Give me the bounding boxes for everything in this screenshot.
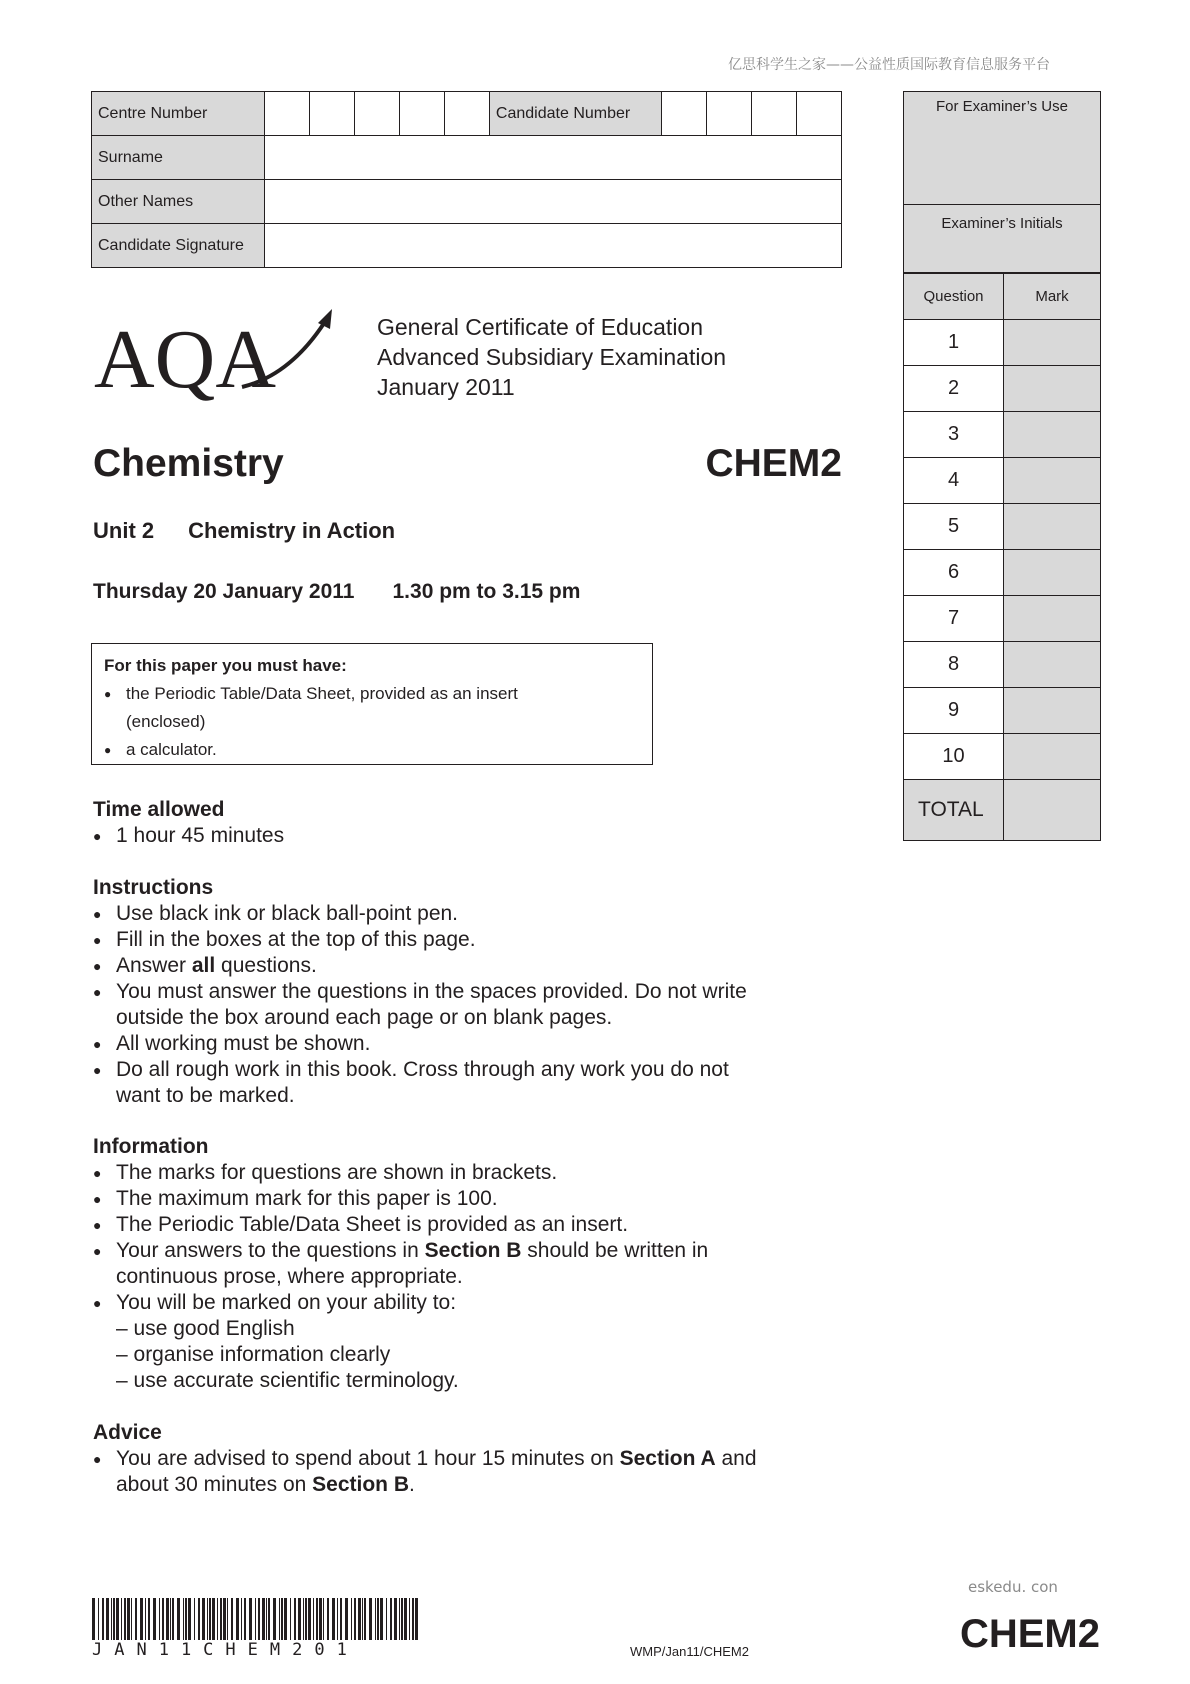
centre-number-box[interactable] <box>400 92 445 136</box>
question-number: 1 <box>904 320 1004 366</box>
question-number: 2 <box>904 366 1004 412</box>
candidate-number-box[interactable] <box>707 92 752 136</box>
mark-cell[interactable] <box>1004 596 1101 642</box>
question-number: 3 <box>904 412 1004 458</box>
list-item: ● You will be marked on your ability to: <box>93 1290 813 1316</box>
list-item: – use accurate scientific terminology. <box>116 1369 459 1392</box>
exam-info-line: January 2011 <box>377 374 515 400</box>
list-item: ● The marks for questions are shown in brackets. <box>93 1160 813 1186</box>
site-watermark: eskedu. con <box>968 1578 1058 1596</box>
mark-cell[interactable] <box>1004 320 1101 366</box>
must-have-heading: For this paper you must have: <box>104 656 347 675</box>
other-names-field[interactable] <box>265 180 842 224</box>
exam-info-line: Advanced Subsidiary Examination <box>377 344 727 370</box>
unit-line <box>93 518 395 544</box>
list-item: ● The Periodic Table/Data Sheet is provided as an insert. <box>93 1212 813 1238</box>
mark-cell[interactable] <box>1004 734 1101 780</box>
list-item: ● a calculator. <box>104 736 640 764</box>
list-item: ● All working must be shown. <box>93 1031 813 1057</box>
list-item: ● Your answers to the questions in Section B should be written in continuous prose, where appropriate. <box>93 1238 813 1290</box>
mark-cell[interactable] <box>1004 504 1101 550</box>
candidate-number-box[interactable] <box>662 92 707 136</box>
list-item: ● The maximum mark for this paper is 100. <box>93 1186 813 1212</box>
question-number: 8 <box>904 642 1004 688</box>
candidate-details-table <box>91 91 842 268</box>
exam-date-line <box>93 580 580 604</box>
list-item: ● the Periodic Table/Data Sheet, provided as an insert (enclosed) <box>104 680 640 736</box>
advice-section <box>93 1420 813 1498</box>
candidate-number-box[interactable] <box>797 92 842 136</box>
footer-paper-code: CHEM2 <box>959 1612 1100 1656</box>
centre-number-box[interactable] <box>265 92 310 136</box>
mark-cell[interactable] <box>1004 688 1101 734</box>
exam-date: Thursday 20 January 2011 <box>93 580 355 603</box>
question-number: 9 <box>904 688 1004 734</box>
centre-number-box[interactable] <box>355 92 400 136</box>
candidate-number-box[interactable] <box>752 92 797 136</box>
question-number: 5 <box>904 504 1004 550</box>
barcode <box>92 1598 422 1645</box>
list-item: ● You are advised to spend about 1 hour 15 minutes on Section A and about 30 minutes on Section B. <box>93 1446 813 1498</box>
list-item: ● Fill in the boxes at the top of this page. <box>93 927 813 953</box>
paper-code: CHEM2 <box>705 442 842 485</box>
subject-title: Chemistry <box>93 442 284 485</box>
total-label: TOTAL <box>904 780 1004 841</box>
instructions-section <box>93 875 813 1109</box>
marks-table <box>903 273 1101 841</box>
list-item: ● Answer all questions. <box>93 953 813 979</box>
surname-field[interactable] <box>265 136 842 180</box>
candidate-number-label: Candidate Number <box>489 92 661 136</box>
signature-label: Candidate Signature <box>92 224 265 268</box>
mark-cell[interactable] <box>1004 412 1101 458</box>
total-mark-cell[interactable] <box>1004 780 1101 841</box>
unit-name: Chemistry in Action <box>188 518 396 543</box>
exam-info-line: General Certificate of Education <box>377 314 704 340</box>
centre-number-label: Centre Number <box>92 92 265 136</box>
aqa-logo-text: AQA <box>94 313 276 405</box>
signature-field[interactable] <box>265 224 842 268</box>
mark-cell[interactable] <box>1004 458 1101 504</box>
information-section <box>93 1134 813 1394</box>
information-heading: Information <box>93 1135 209 1158</box>
question-number: 4 <box>904 458 1004 504</box>
aqa-logo <box>92 305 342 410</box>
surname-label: Surname <box>92 136 265 180</box>
question-number: 7 <box>904 596 1004 642</box>
barcode-text: JAN11CHEM201 <box>92 1640 359 1660</box>
list-item: ● 1 hour 45 minutes <box>93 823 813 849</box>
list-item: ● Use black ink or black ball-point pen. <box>93 901 813 927</box>
list-item: ● You must answer the questions in the spaces provided. Do not write outside the box around each page or on blank pages. <box>93 979 813 1031</box>
time-allowed-section <box>93 797 813 849</box>
mark-cell[interactable] <box>1004 642 1101 688</box>
print-reference: WMP/Jan11/CHEM2 <box>630 1644 749 1659</box>
question-number: 10 <box>904 734 1004 780</box>
time-allowed-heading: Time allowed <box>93 798 225 821</box>
advice-heading: Advice <box>93 1421 162 1444</box>
question-number: 6 <box>904 550 1004 596</box>
list-item: ● Do all rough work in this book. Cross through any work you do not want to be marked. <box>93 1057 813 1109</box>
list-item: – organise information clearly <box>116 1343 391 1366</box>
examiner-use-heading: For Examiner’s Use <box>903 91 1101 205</box>
mark-column-header: Mark <box>1004 274 1101 320</box>
mark-cell[interactable] <box>1004 550 1101 596</box>
unit-number: Unit 2 <box>93 518 155 543</box>
examiner-initials-label: Examiner’s Initials <box>903 205 1101 273</box>
centre-number-box[interactable] <box>310 92 355 136</box>
watermark-text: 亿思科学生之家——公益性质国际教育信息服务平台 <box>728 57 1050 73</box>
centre-number-box[interactable] <box>445 92 490 136</box>
list-item: – use good English <box>116 1317 295 1340</box>
must-have-box <box>91 643 653 765</box>
other-names-label: Other Names <box>92 180 265 224</box>
exam-info <box>377 312 726 402</box>
examiner-use-panel <box>903 91 1101 841</box>
question-column-header: Question <box>904 274 1004 320</box>
instructions-heading: Instructions <box>93 876 214 899</box>
exam-time: 1.30 pm to 3.15 pm <box>392 580 581 603</box>
mark-cell[interactable] <box>1004 366 1101 412</box>
